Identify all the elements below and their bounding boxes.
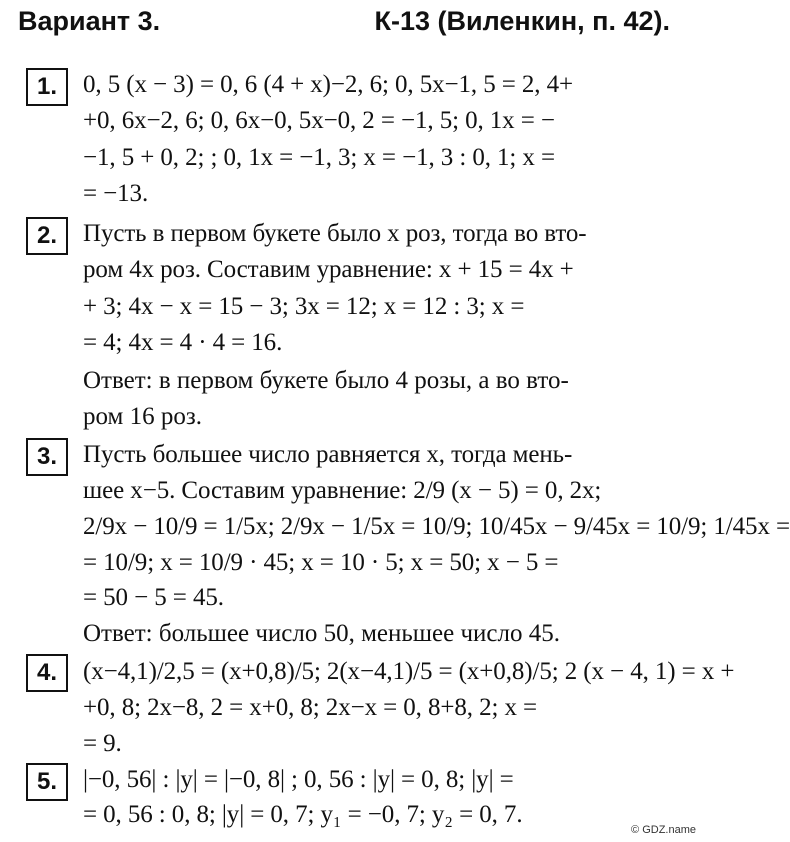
answer-line: Ответ: большее число 50, меньшее число 45.: [83, 620, 561, 647]
task-number-badge: 4.: [26, 654, 68, 692]
task-line: −1, 5 + 0, 2; ; 0, 1x = −1, 3; x = −1, 3 : 0, 1; x =: [83, 144, 555, 171]
variant-title: Вариант 3.: [18, 6, 161, 36]
test-code: К-13 (Виленкин, п. 42).: [374, 6, 670, 36]
task-line: +0, 6x−2, 6; 0, 6x−0, 5x−0, 2 = −1, 5; 0, 1x = −: [83, 107, 555, 134]
task-line: = 50 − 5 = 45.: [83, 584, 224, 611]
task-line: ром 4x роз. Составим уравнение: x + 15 = 4x +: [83, 256, 574, 283]
page-header: [18, 6, 670, 50]
task-number-badge: 2.: [26, 217, 68, 255]
task-line: (x−4,1)/2,5 = (x+0,8)/5; 2(x−4,1)/5 = (x+0,8)/5; 2 (x − 4, 1) = x +: [83, 658, 735, 685]
task-line: 2/9x − 10/9 = 1/5x; 2/9x − 1/5x = 10/9; 10/45x − 9/45x = 10/9; 1/45x =: [83, 513, 790, 540]
answer-line: Ответ: в первом букете было 4 розы, а во вто-: [83, 367, 569, 394]
task-line: = 10/9; x = 10/9 · 45; x = 10 · 5; x = 50; x − 5 =: [83, 549, 559, 576]
task-line: = −13.: [83, 180, 149, 207]
watermark: © GDZ.name: [631, 824, 696, 836]
task-line: 0, 5 (x − 3) = 0, 6 (4 + x)−2, 6; 0, 5x−1, 5 = 2, 4+: [83, 71, 573, 98]
task-line: +0, 8; 2x−8, 2 = x+0, 8; 2x−x = 0, 8+8, 2; x =: [83, 694, 538, 721]
answer-line: ром 16 роз.: [83, 403, 202, 430]
task-line: + 3; 4x − x = 15 − 3; 3x = 12; x = 12 : 3; x =: [83, 293, 525, 320]
task-number-badge: 5.: [26, 763, 68, 801]
task-line: = 4; 4x = 4 · 4 = 16.: [83, 329, 283, 356]
task-line: шее x−5. Составим уравнение: 2/9 (x − 5) = 0, 2x;: [83, 477, 602, 504]
task-number-badge: 1.: [26, 68, 68, 106]
task-line: = 9.: [83, 730, 122, 757]
task-number-badge: 3.: [26, 438, 68, 476]
task-line: Пусть в первом букете было x роз, тогда во вто-: [83, 220, 587, 247]
task-line: |−0, 56| : |y| = |−0, 8| ; 0, 56 : |y| = 0, 8; |y| =: [83, 766, 514, 793]
task-line: = 0, 56 : 0, 8; |y| = 0, 7; y₁ = −0, 7; y₂ = 0, 7.: [83, 801, 523, 828]
task-line: Пусть большее число равняется x, тогда мень-: [83, 441, 573, 468]
